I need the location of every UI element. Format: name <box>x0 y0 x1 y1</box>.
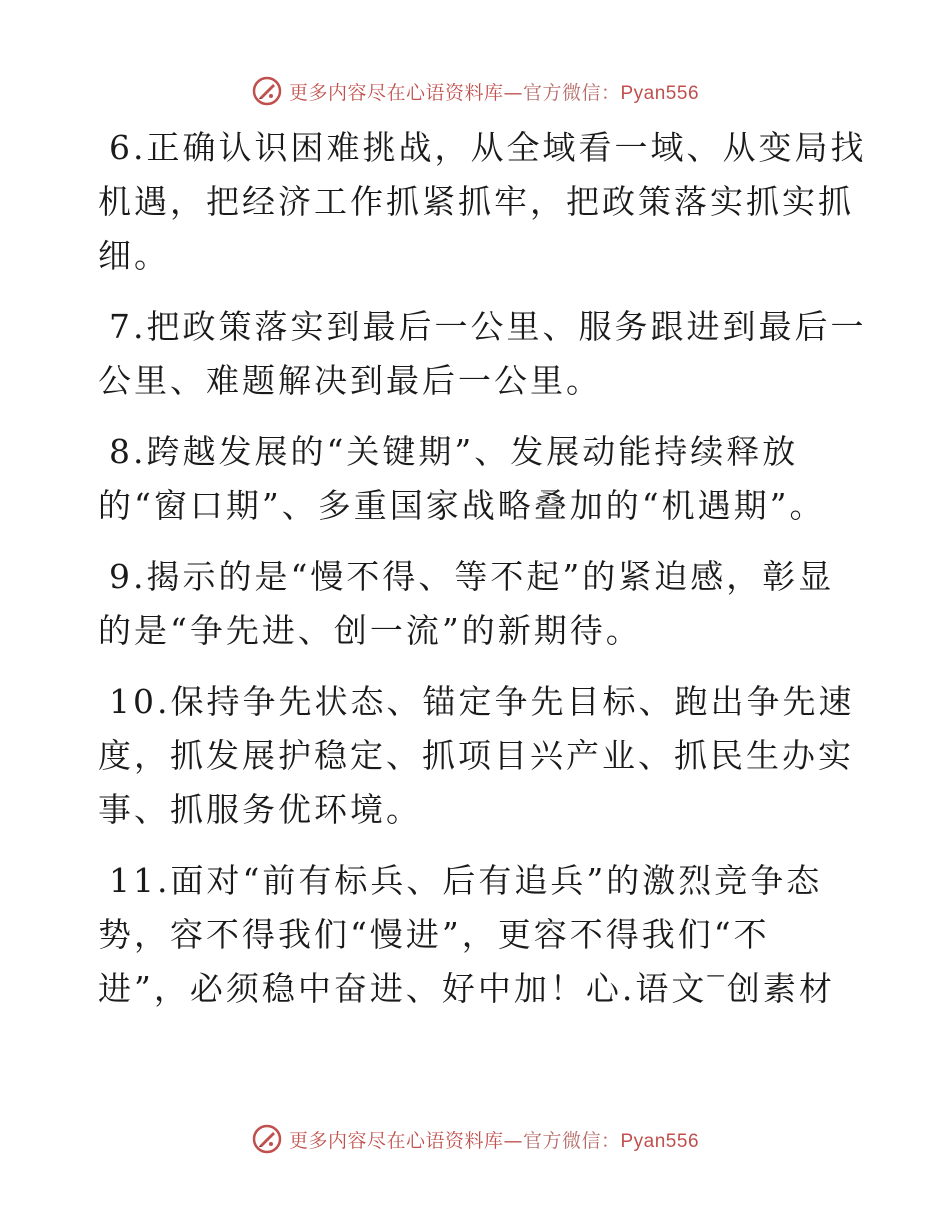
banner-site-text: 更多内容尽在心语资料库 <box>288 1129 504 1152</box>
list-item <box>98 300 867 408</box>
footer-banner <box>0 1119 950 1159</box>
text-line: 度，抓发展护稳定、抓项目兴产业、抓民生办实 <box>98 736 854 775</box>
text-line: 的是“争先进、创一流”的新期待。 <box>98 611 642 650</box>
text-line: 10.保持争先状态、锚定争先目标、跑出争先速 <box>109 682 855 721</box>
text-line: 细。 <box>98 236 170 275</box>
quill-logo-icon <box>251 75 283 107</box>
list-item <box>98 550 838 658</box>
header-banner <box>0 71 950 111</box>
banner-separator: — <box>503 81 523 104</box>
text-line: 7.把政策落实到最后一公里、服务跟进到最后一 <box>109 307 867 346</box>
text-line: 事、抓服务优环境。 <box>98 790 422 829</box>
banner-wechat-id: Pyan556 <box>620 1130 700 1152</box>
list-item <box>98 425 838 533</box>
banner-site-text: 更多内容尽在心语资料库 <box>288 81 504 104</box>
text-line: 9.揭示的是“慢不得、等不起”的紧迫感，彰显 <box>109 557 835 596</box>
text-line: 的“窗口期”、多重国家战略叠加的“机遇期”。 <box>98 486 826 525</box>
text-line: 8.跨越发展的“关键期”、发展动能持续释放 <box>109 432 799 471</box>
document-body <box>98 121 867 1033</box>
text-line: 公里、难题解决到最后一公里。 <box>98 361 602 400</box>
banner-separator: — <box>503 1129 523 1152</box>
text-line: 进”，必须稳中奋进、好中加！心.语文‾创素材 <box>98 969 835 1008</box>
text-line: 机遇，把经济工作抓紧抓牢，把政策落实抓实抓 <box>98 182 854 221</box>
text-line: 11.面对“前有标兵、后有追兵”的激烈竞争态 <box>109 861 823 900</box>
list-item <box>98 121 867 283</box>
banner-wechat-label: 官方微信： <box>522 1129 621 1152</box>
text-line: 6.正确认识困难挑战，从全域看一域、从变局找 <box>109 128 867 167</box>
list-item <box>98 854 838 1016</box>
banner-wechat-id: Pyan556 <box>620 82 700 104</box>
list-item <box>98 675 855 837</box>
text-line: 势，容不得我们“慢进”，更容不得我们“不 <box>98 915 770 954</box>
banner-wechat-label: 官方微信： <box>522 81 621 104</box>
quill-logo-icon <box>251 1123 283 1155</box>
